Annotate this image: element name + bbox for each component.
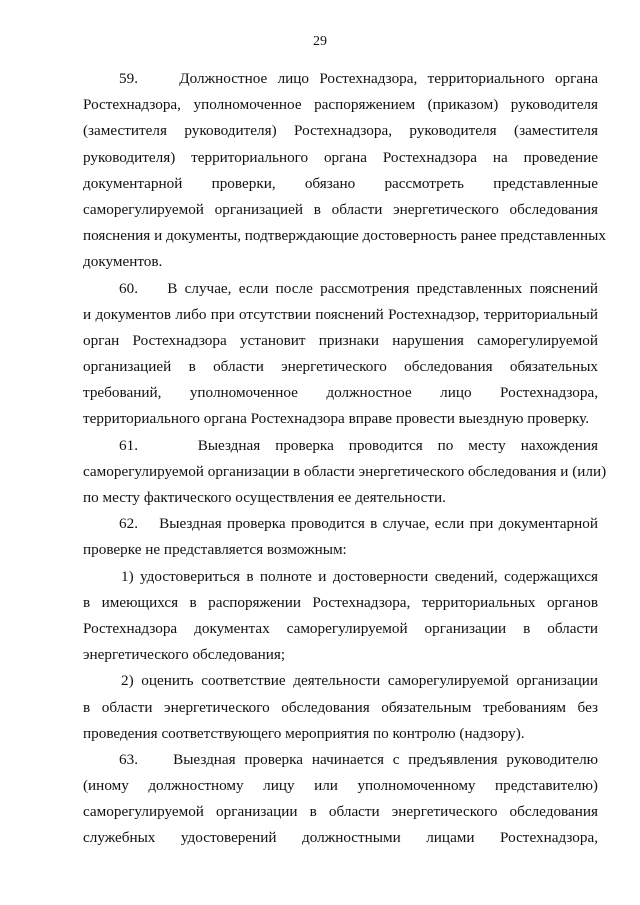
text-line: (иному должностному лицу или уполномоченному представителю) (83, 777, 598, 795)
document-body (83, 66, 607, 852)
text-line: саморегулируемой организации в области энергетического обследования и (или) (83, 462, 607, 480)
text-line: руководителя) территориального органа Ростехнадзора на проведение (83, 148, 598, 166)
text-line: проведения соответствующего мероприятия по контролю (надзору). (83, 724, 525, 742)
text-line: в области энергетического обследования обязательным требованиям без (83, 698, 598, 716)
text-line: документов. (83, 253, 163, 271)
text-line: территориального органа Ростехнадзора вправе провести выездную проверку. (83, 410, 590, 428)
text-line: 1) удостовериться в полноте и достоверности сведений, содержащихся (121, 567, 598, 585)
text-line: организацией в области энергетического обследования обязательных (83, 358, 598, 376)
text-line: 60. В случае, если после рассмотрения представленных пояснений (119, 279, 598, 297)
text-line: документарной проверки, обязано рассмотреть представленные (83, 174, 598, 192)
text-line: 62. Выездная проверка проводится в случае, если при документарной (119, 515, 598, 533)
text-line: саморегулируемой организации в области энергетического обследования (83, 803, 598, 821)
text-line: требований, уполномоченное должностное лицо Ростехнадзора, (83, 384, 598, 402)
text-line: 2) оценить соответствие деятельности саморегулируемой организации (121, 672, 598, 690)
text-line: проверке не представляется возможным: (83, 541, 347, 559)
text-line: в имеющихся в распоряжении Ростехнадзора, территориальных органов (83, 593, 598, 611)
text-line: энергетического обследования; (83, 646, 286, 664)
page-number: 29 (313, 34, 327, 49)
text-line: Ростехнадзора документах саморегулируемой организации в области (83, 619, 598, 637)
text-line: 63. Выездная проверка начинается с предъявления руководителю (119, 750, 598, 768)
text-line: пояснения и документы, подтверждающие достоверность ранее представленных (83, 227, 606, 245)
text-line: Ростехнадзора, уполномоченное распоряжением (приказом) руководителя (83, 96, 598, 114)
text-line: 59. Должностное лицо Ростехнадзора, территориального органа (119, 70, 598, 87)
text-line: служебных удостоверений должностными лицами Ростехнадзора, (83, 829, 598, 847)
text-line: (заместителя руководителя) Ростехнадзора, руководителя (заместителя (83, 122, 598, 140)
text-line: орган Ростехнадзора установит признаки нарушения саморегулируемой (83, 331, 598, 349)
text-line: саморегулируемой организацией в области энергетического обследования (83, 200, 598, 218)
text-line: и документов либо при отсутствии пояснений Ростехнадзор, территориальный (83, 305, 598, 323)
text-line: по месту фактического осуществления ее деятельности. (83, 489, 446, 506)
text-line: 61. Выездная проверка проводится по месту нахождения (119, 436, 598, 454)
